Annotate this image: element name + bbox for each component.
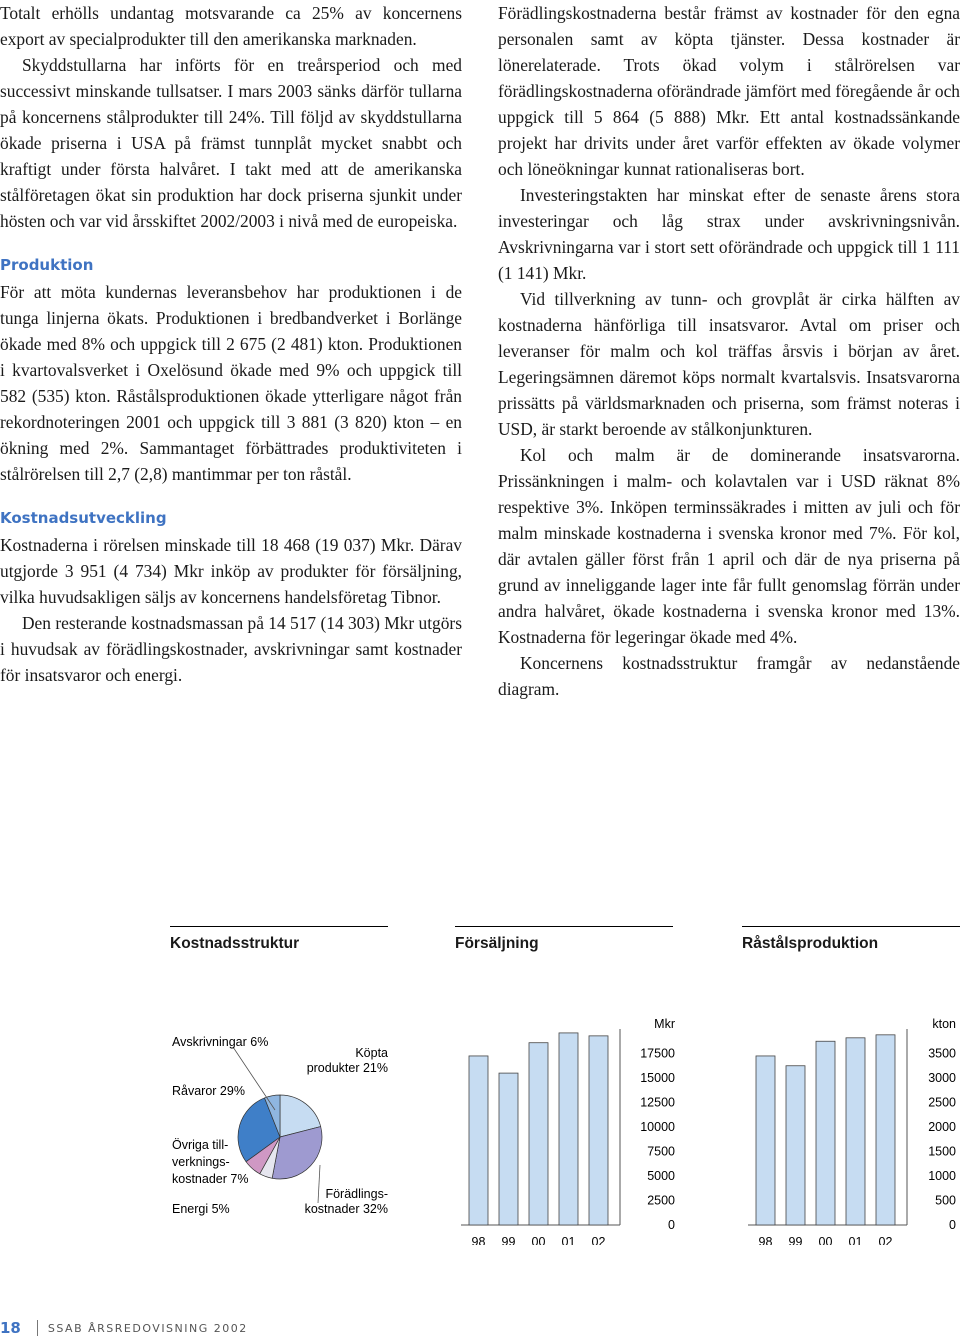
paragraph: Förädlingskostnaderna består främst av kostnader för den egna personalen samt av köpta tjänster. Dessa kostnader är lönerelaterade. Trots ökad volym i stålrörelsen var förädlingskostnaderna oförändrade jämfört med föregående år och uppgick till 5 864 (5 888) Mkr. Ett antal kostnadssänkande projekt har drivits under året varför effekten av ökade volymer och löneökningar kunnat rationaliseras bort. — [498, 3, 960, 179]
pie-label-kopta-1: Köpta — [355, 1046, 388, 1060]
bar-00 — [529, 1043, 548, 1225]
section-heading-produktion: Produktion — [0, 256, 94, 274]
chart-title-forsaljning: Försäljning — [455, 926, 673, 957]
pie-label-foradling-2: kostnader 32% — [304, 1202, 388, 1216]
y-tick-label: 2500 — [928, 1095, 956, 1110]
x-tick-label: 01 — [848, 1235, 863, 1245]
bar-01 — [846, 1038, 865, 1225]
pie-label-ovriga-2: verknings- — [172, 1155, 230, 1169]
y-tick-label: 2500 — [647, 1193, 675, 1208]
bar-01 — [559, 1033, 578, 1225]
paragraph: Vid tillverkning av tunn- och grovplåt är cirka hälften av kostnaderna hänförliga till insatsvaror. Avtal om priser och leveranser för malm och kol träffas årsvis i början av året. Legeringsämnen däremot köps normalt kvartalsvis. Insatsvarorna prissätts på världsmarknaden och priserna, som främst noteras i USD, är starkt beroende av stålkonjunkturen. — [498, 289, 960, 439]
y-tick-label: 15000 — [640, 1071, 675, 1085]
x-tick-label: 98 — [471, 1235, 486, 1245]
bar-98 — [469, 1056, 488, 1225]
bar-98 — [756, 1056, 775, 1225]
paragraph: För att möta kundernas leveransbehov har produktionen i de tunga linjerna ökats. Produktionen i bredbandverket i Borlänge ökade med 8% och uppgick till 2 675 (2 481) kton. Produktionen i kvartovalsverket i Oxelösund ökade med 9% och uppgick till 582 (535) kton. Råstålsproduktionen ökade ytterligare något från rekordnoteringen 2001 och uppgick till 3 881 (3 820) kton – en ökning med 2%. Sammantaget förbättrades produktiviteten i stålrörelsen till 2,7 (2,8) mantimmar per ton råstål. — [0, 282, 462, 484]
section-heading-kostnadsutveckling: Kostnadsutveckling — [0, 509, 167, 527]
bar-02 — [589, 1036, 608, 1225]
leader-line — [318, 1165, 320, 1203]
page-number: 18 — [0, 1319, 21, 1337]
x-tick-label: 02 — [878, 1235, 893, 1245]
bar-02 — [876, 1035, 895, 1225]
pie-label-kopta-2: produkter 21% — [306, 1061, 388, 1075]
paragraph: Skyddstullarna har införts för en treårsperiod och med successivt minskande tullsatser. I mars 2003 sänks därför tullarna på koncernens stålprodukter till 24%. Till följd av skyddstullarna ökade priserna i USA på främst tunnplåt mycket snabbt och kraftigt under första halvåret. I takt med att de amerikanska stålföretagen ökat sin produktion har dock priserna sjunkit under hösten och var vid årsskiftet 2002/2003 i nivå med de europeiska. — [0, 55, 462, 231]
y-tick-label: 10000 — [640, 1120, 675, 1134]
y-tick-label: 3000 — [928, 1071, 956, 1085]
x-tick-label: 99 — [501, 1235, 516, 1245]
paragraph: Den resterande kostnadsmassan på 14 517 (14 303) Mkr utgörs i huvudsak av förädlingskostnader, avskrivningar samt kostnader för insatsvaror och energi. — [0, 613, 462, 685]
pie-label-ovriga-1: Övriga till- — [172, 1138, 229, 1152]
pie-label-energi: Energi 5% — [172, 1202, 230, 1216]
y-tick-label: 0 — [668, 1218, 675, 1232]
left-column — [0, 0, 462, 688]
pie-label-ovriga-3: kostnader 7% — [172, 1172, 249, 1186]
bar-00 — [816, 1041, 835, 1225]
y-tick-label: 5000 — [647, 1169, 675, 1183]
x-tick-label: 01 — [561, 1235, 576, 1245]
paragraph: Kostnaderna i rörelsen minskade till 18 468 (19 037) Mkr. Därav utgjorde 3 951 (4 734) Mkr inköp av produkter för försäljning, vilka huvudsakligen säljs av koncernens handelsföretag Tibnor. — [0, 535, 462, 607]
y-tick-label: 1500 — [928, 1144, 956, 1159]
x-tick-label: 98 — [758, 1235, 773, 1245]
bar-99 — [499, 1073, 518, 1225]
paragraph: Investeringstakten har minskat efter de senaste årens stora investeringar och låg strax under avskrivningsnivån. Avskrivningarna var i stort sett oförändrade och uppgick till 1 111 (1 141) Mkr. — [498, 185, 960, 283]
page-footer — [0, 1318, 248, 1338]
y-tick-label: 17500 — [640, 1046, 675, 1061]
pie-label-foradling-1: Förädlings- — [325, 1187, 388, 1201]
paragraph: Totalt erhölls undantag motsvarande ca 25% av koncernens export av specialprodukter till den amerikanska marknaden. — [0, 3, 462, 49]
paragraph: Kol och malm är de dominerande insatsvarorna. Prissänkningen i malm- och kolavtalen var i USD räknat 8% respektive 3%. Inköpen terminssäkrades i mitten av juli och för malm minskade kostnaderna i svenska kronor med 7%. För kol, där avtalen gäller först från 1 april och där de nya priserna på grund av inneliggande lager inte får fullt genomslag förrän under andra halvåret, ökade kostnaderna i svenska kronor med 13%. Kostnaderna för legeringar ökade med 4%. — [498, 445, 960, 647]
y-tick-label: 7500 — [647, 1144, 675, 1159]
x-tick-label: 00 — [531, 1235, 546, 1245]
pie-label-ravaror: Råvaror 29% — [172, 1084, 245, 1098]
y-tick-label: 0 — [949, 1218, 956, 1232]
report-title: SSAB ÅRSREDOVISNING 2002 — [47, 1321, 248, 1335]
y-tick-label: 3500 — [928, 1046, 956, 1061]
y-tick-label: 500 — [935, 1193, 956, 1208]
right-column — [498, 0, 960, 702]
y-tick-label: 12500 — [640, 1095, 675, 1110]
paragraph: Koncernens kostnadsstruktur framgår av nedanstående diagram. — [498, 653, 960, 699]
y-axis-unit: Mkr — [654, 1017, 675, 1031]
y-axis-unit: kton — [932, 1017, 956, 1031]
pie-label-avskrivningar: Avskrivningar 6% — [172, 1035, 269, 1049]
chart-title-kostnadsstruktur: Kostnadsstruktur — [170, 926, 388, 957]
bar-chart-rastalsproduktion — [742, 1015, 960, 1245]
x-tick-label: 02 — [591, 1235, 606, 1245]
chart-title-rastalsproduktion: Råstålsproduktion — [742, 926, 960, 957]
footer-divider — [37, 1320, 38, 1336]
bar-99 — [786, 1066, 805, 1225]
x-tick-label: 00 — [818, 1235, 833, 1245]
leader-line — [233, 1047, 275, 1110]
bar-chart-forsaljning — [455, 1015, 695, 1245]
x-tick-label: 99 — [788, 1235, 803, 1245]
pie-chart-kostnadsstruktur — [160, 1015, 400, 1230]
y-tick-label: 1000 — [928, 1169, 956, 1183]
y-tick-label: 2000 — [928, 1120, 956, 1134]
